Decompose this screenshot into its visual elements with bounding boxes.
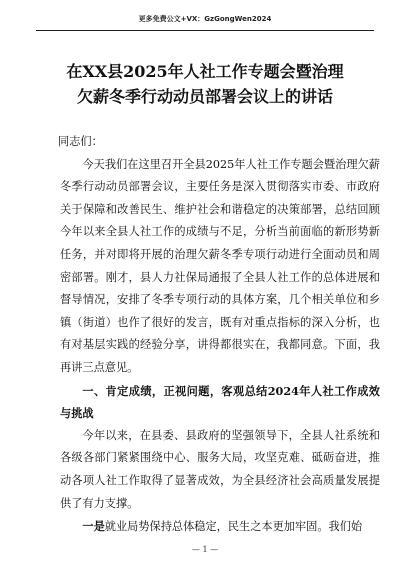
paragraph-intro: 今天我们在这里召开全县2025年人社工作专题会暨治理欠薪冬季行动动员部署会议，主要任务是深入贯彻落实市委、市政府关于保障和改善民生、维护社会和谐稳定的决策部署，总结回顾今年以来全县人社工作的成绩与不足，分析当前面临的新形势新任务，并对即将开展的治理欠薪冬季专项行动进行全面动员和周密部署。刚才，县人力社保局通报了全县人社工作的总体进展和督导情况，安排了冬季专项行动的具体方案，几个相关单位和乡镇（街道）也作了很好的发言，既有对重点指标的深入分析，也有对基层实践的经验分享，讲得都很实在，我都同意。下面，我再讲三点意见。 (60, 157, 380, 374)
header-note: 更多免费公文+VX：GzGongWen2024 (138, 15, 272, 23)
salutation: 同志们： (58, 135, 103, 148)
header-divider (36, 30, 374, 31)
paragraph-employment-text: 就业局势保持总体稳定，民生之本更加牢固。我们始 (104, 520, 363, 534)
document-body (60, 131, 380, 539)
title-line-1: 在XX县2025年人社工作专题会暨治理 (66, 62, 344, 81)
document-title (36, 59, 374, 109)
section-heading-1: 一、肯定成绩，正视问题，客观总结2024年人社工作成效与挑战 (60, 383, 380, 421)
title-line-2: 欠薪冬季行动动员部署会议上的讲话 (76, 87, 333, 106)
paragraph-lead: 一是 (82, 519, 105, 534)
paragraph-employment (60, 515, 380, 539)
page-number: — 1 — (191, 545, 219, 554)
paragraph-achievements: 今年以来，在县委、县政府的坚强领导下，全县人社系统和各级各部门紧紧围绕中心、服务大局，攻坚克难、砥砺奋进，推动各项人社工作取得了显著成效，为全县经济社会高质量发展提供了有力支撑。 (60, 428, 380, 510)
